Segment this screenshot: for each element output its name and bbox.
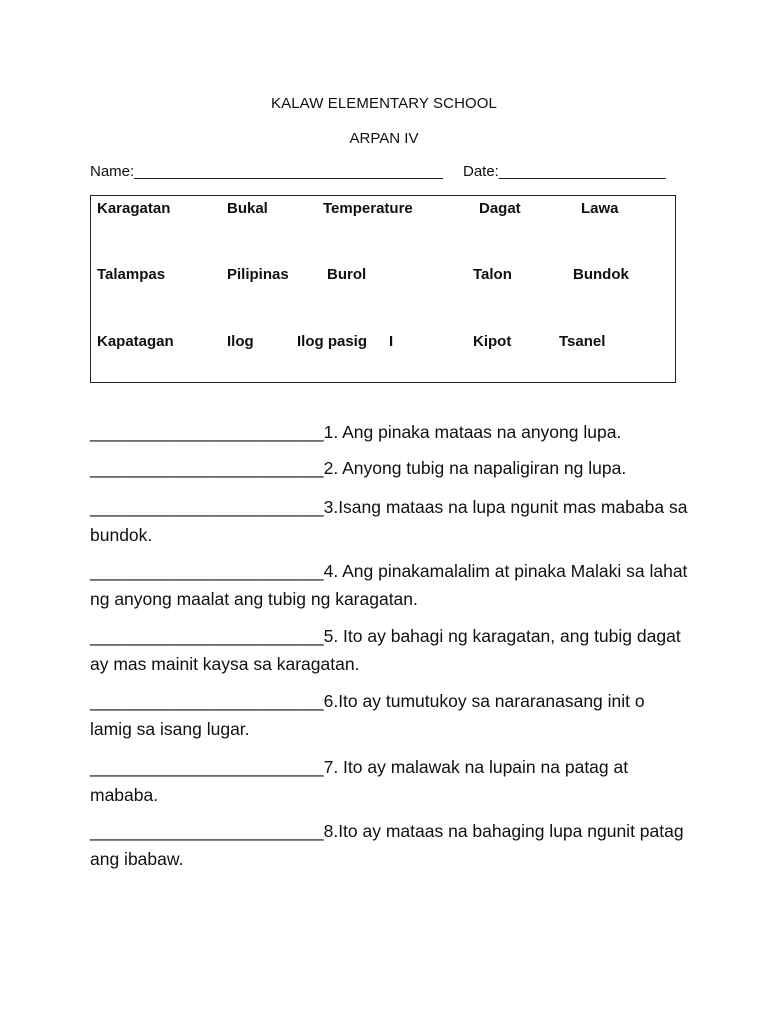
answer-blank: ________________________ — [90, 561, 324, 581]
question-6 — [90, 687, 690, 743]
answer-blank: ________________________ — [90, 458, 324, 478]
word-lawa: Lawa — [581, 200, 619, 217]
word-kipot: Kipot — [473, 333, 512, 350]
word-i: I — [389, 333, 394, 350]
name-label: Name: — [90, 163, 135, 180]
date-label: Date: — [463, 163, 499, 180]
name-blank: _____________________________________ — [134, 163, 443, 180]
school-name: KALAW ELEMENTARY SCHOOL — [271, 95, 497, 112]
question-4 — [90, 557, 690, 613]
question-7 — [90, 753, 690, 809]
subject-title: ARPAN IV — [349, 130, 419, 147]
answer-blank: ________________________ — [90, 691, 324, 711]
word-ilog-pasig: Ilog pasig — [297, 333, 368, 350]
word-talon: Talon — [473, 266, 512, 283]
answer-blank: ________________________ — [90, 821, 324, 841]
question-text: 1. Ang pinaka mataas na anyong lupa. — [323, 422, 622, 442]
word-dagat: Dagat — [479, 200, 521, 217]
word-burol: Burol — [327, 266, 367, 283]
question-text: 4. Ang pinakamalalim at pinaka Malaki sa lahat ng anyong maalat ang tubig ng karagatan. — [90, 561, 688, 609]
answer-blank: ________________________ — [90, 626, 324, 646]
question-1 — [90, 418, 690, 446]
word-ilog: Ilog — [227, 333, 254, 350]
question-5 — [90, 622, 690, 678]
question-2 — [90, 454, 690, 482]
word-temperature: Temperature — [323, 200, 413, 217]
date-field — [463, 163, 666, 180]
question-text: 5. Ito ay bahagi ng karagatan, ang tubig dagat ay mas mainit kaysa sa karagatan. — [90, 626, 681, 674]
answer-blank: ________________________ — [90, 422, 324, 442]
word-bundok: Bundok — [573, 266, 629, 283]
date-blank: ____________________ — [498, 163, 666, 180]
answer-blank: ________________________ — [90, 757, 324, 777]
answer-blank: ________________________ — [90, 497, 324, 517]
question-8 — [90, 817, 690, 873]
word-karagatan: Karagatan — [97, 200, 171, 217]
word-tsanel: Tsanel — [559, 333, 606, 350]
question-text: 3.Isang mataas na lupa ngunit mas mababa sa bundok. — [90, 497, 688, 545]
question-text: 7. Ito ay malawak na lupain na patag at mababa. — [90, 757, 629, 805]
word-pilipinas: Pilipinas — [227, 266, 289, 283]
question-text: 2. Anyong tubig na napaligiran ng lupa. — [323, 458, 627, 478]
word-bukal: Bukal — [227, 200, 268, 217]
question-text: 6.Ito ay tumutukoy sa nararanasang init o lamig sa isang lugar. — [90, 691, 645, 739]
word-talampas: Talampas — [97, 266, 166, 283]
name-field — [90, 163, 443, 180]
word-bank-box — [90, 195, 676, 383]
word-kapatagan: Kapatagan — [97, 333, 174, 350]
question-3 — [90, 493, 690, 549]
question-text: 8.Ito ay mataas na bahaging lupa ngunit patag ang ibabaw. — [90, 821, 684, 869]
